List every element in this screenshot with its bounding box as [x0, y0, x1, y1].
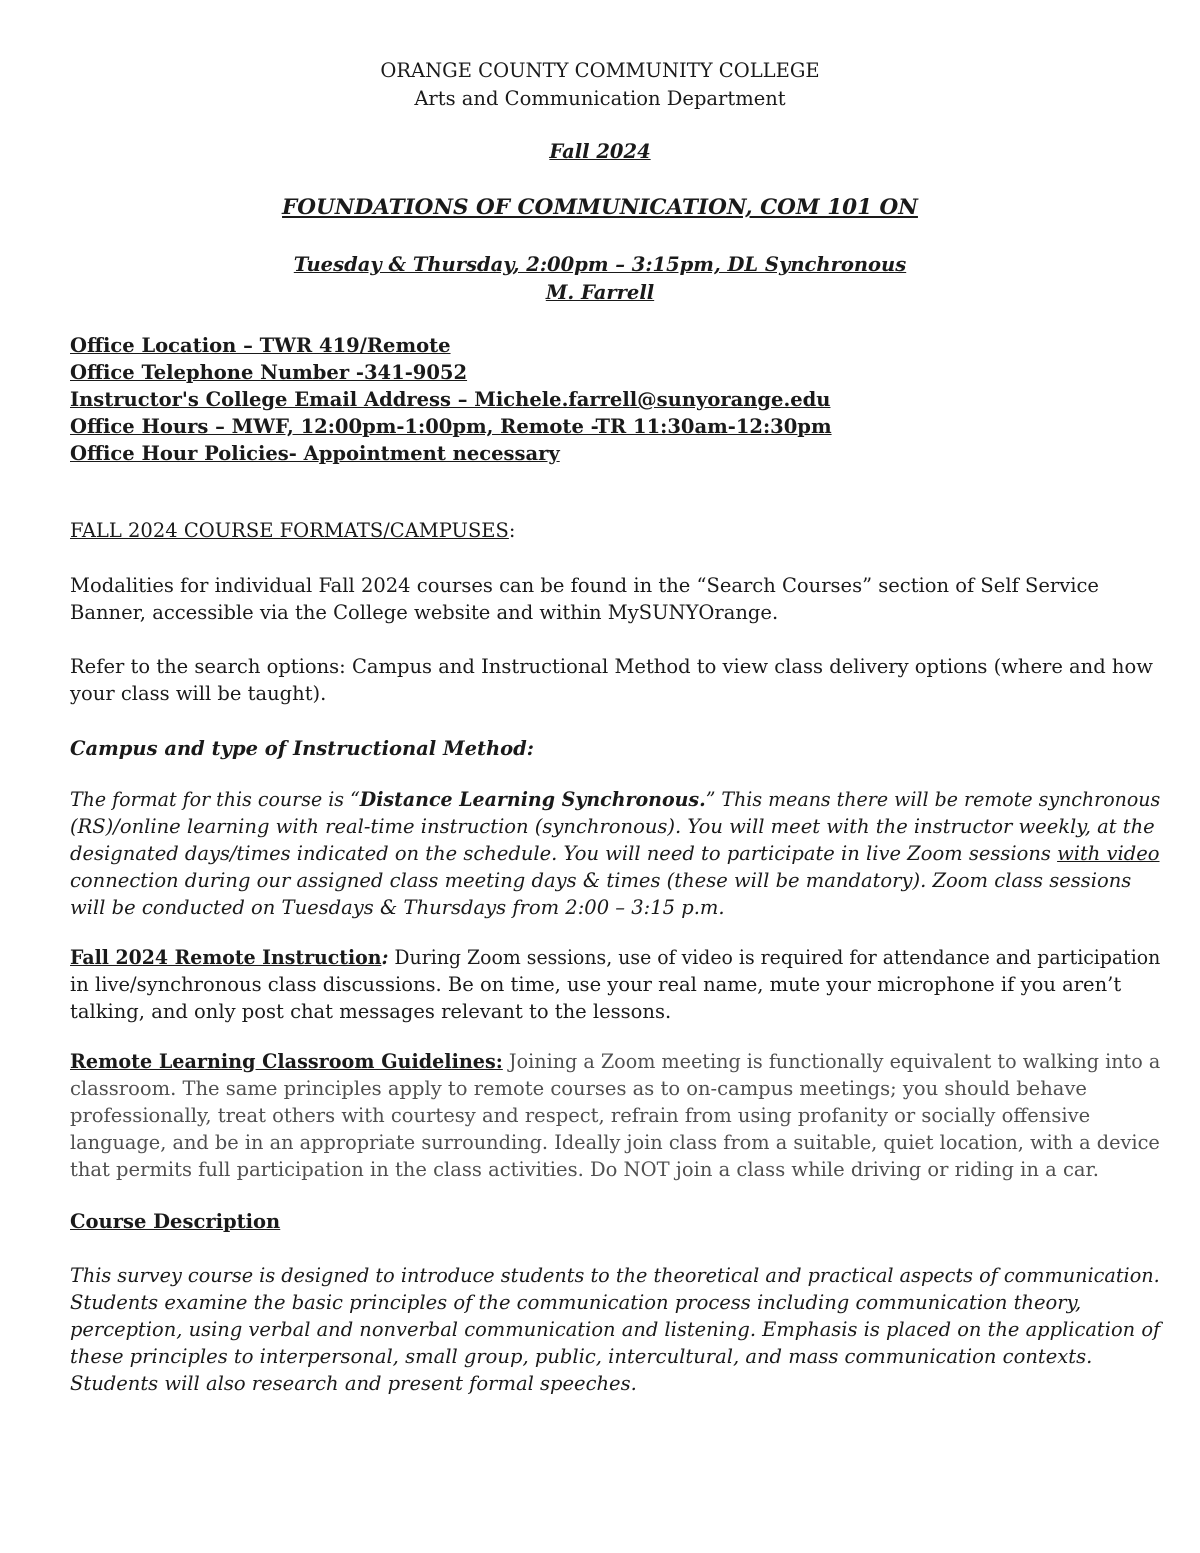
office-hours: Office Hours – MWF, 12:00pm-1:00pm, Remote -TR 11:30am-12:30pm [70, 415, 832, 438]
guidelines-line-4: language, and be in an appropriate surrounding. Ideally join class from a suitable, quiet location, with a device [70, 1131, 1160, 1154]
description-line-3: perception, using verbal and nonverbal communication and listening. Emphasis is placed on the application of [70, 1318, 1161, 1341]
college-name: ORANGE COUNTY COMMUNITY COLLEGE [380, 59, 820, 82]
description-line-1: This survey course is designed to introduce students to the theoretical and practical aspects of communication. [70, 1264, 1160, 1287]
description-line-5: Students will also research and present formal speeches. [70, 1372, 637, 1395]
formats-heading: FALL 2024 COURSE FORMATS/CAMPUSES [70, 519, 509, 542]
guidelines-line-2: classroom. The same principles apply to remote courses as to on-campus meetings; you should behave [70, 1077, 1087, 1100]
instructional-method-heading: Campus and type of Instructional Method: [70, 737, 535, 760]
formats-paragraph-1-line-2: Banner, accessible via the College website and within MySUNYOrange. [70, 601, 779, 624]
office-hour-policies: Office Hour Policies- Appointment necessary [70, 442, 560, 465]
guidelines-line-1 [70, 1049, 1160, 1075]
guidelines-line-5: that permits full participation in the class activities. Do NOT join a class while driving or riding in a car. [70, 1158, 1099, 1181]
method-line-1-start: The format for this course is “ [70, 788, 360, 811]
office-location: Office Location – TWR 419/Remote [70, 334, 451, 357]
formats-paragraph-2-line-2: your class will be taught). [70, 682, 327, 705]
method-line-3-start: designated days/times indicated on the schedule. You will need to participate in live Zoom sessions [70, 842, 1058, 865]
remote-line-2: in live/synchronous class discussions. Be on time, use your real name, mute your microphone if you aren’t [70, 973, 1122, 996]
formats-paragraph-2-line-1: Refer to the search options: Campus and Instructional Method to view class delivery options (where and how [70, 655, 1153, 678]
guidelines-line-3: professionally, treat others with courtesy and respect, refrain from using profanity or socially offensive [70, 1104, 1091, 1127]
guidelines-heading: Remote Learning Classroom Guidelines: [70, 1050, 503, 1073]
method-line-4: connection during our assigned class meeting days & times (these will be mandatory). Zoom class sessions [70, 869, 1132, 892]
term: Fall 2024 [549, 140, 651, 163]
remote-heading-colon: : [381, 946, 389, 969]
formats-heading-line [70, 518, 515, 544]
department-name: Arts and Communication Department [414, 87, 786, 110]
instructor-email: Instructor's College Email Address – Michele.farrell@sunyorange.edu [70, 388, 831, 411]
guidelines-line-1-text: Joining a Zoom meeting is functionally equivalent to walking into a [502, 1050, 1161, 1073]
course-description-heading: Course Description [70, 1210, 281, 1233]
instructor-name: M. Farrell [545, 281, 655, 304]
method-line-3 [70, 841, 1160, 867]
formats-heading-colon: : [508, 519, 516, 542]
method-line-1 [70, 787, 1160, 813]
formats-paragraph-1-line-1: Modalities for individual Fall 2024 courses can be found in the “Search Courses” section of Self Service [70, 574, 1099, 597]
method-line-1-end: ” This means there will be remote synchronous [705, 788, 1161, 811]
description-line-2: Students examine the basic principles of the communication process including communication theory, [70, 1291, 1082, 1314]
with-video-emphasis: with video [1057, 842, 1160, 865]
method-line-2: (RS)/online learning with real-time instruction (synchronous). You will meet with the instructor weekly, at the [70, 815, 1155, 838]
remote-instruction-heading: Fall 2024 Remote Instruction [70, 946, 382, 969]
method-line-5: will be conducted on Tuesdays & Thursdays from 2:00 – 3:15 p.m. [70, 896, 725, 919]
format-name: Distance Learning Synchronous. [359, 788, 706, 811]
remote-line-1-text: During Zoom sessions, use of video is required for attendance and participation [388, 946, 1161, 969]
description-line-4: these principles to interpersonal, small group, public, intercultural, and mass communication contexts. [70, 1345, 1093, 1368]
course-title: FOUNDATIONS OF COMMUNICATION, COM 101 ON [282, 195, 918, 220]
office-telephone: Office Telephone Number -341-9052 [70, 361, 468, 384]
remote-line-3: talking, and only post chat messages relevant to the lessons. [70, 1000, 672, 1023]
class-schedule: Tuesday & Thursday, 2:00pm – 3:15pm, DL Synchronous [293, 253, 907, 276]
remote-line-1 [70, 945, 1160, 971]
